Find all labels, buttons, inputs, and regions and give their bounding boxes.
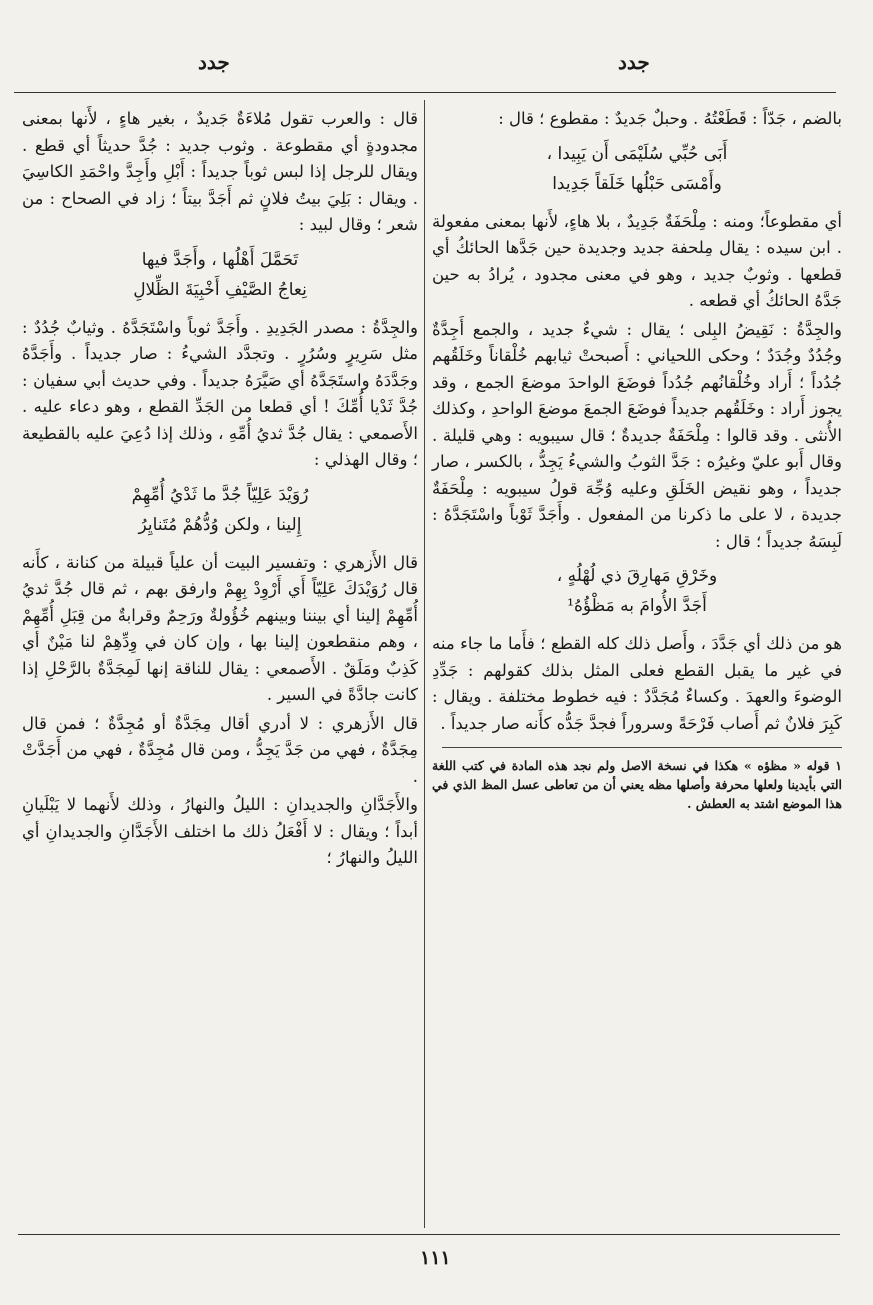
verse [432,561,842,621]
header-rule [14,92,836,93]
paragraph: والجِدَّةُ : نَقِيضُ البِلى ؛ يقال : شيءٌ جديد ، والجمع أَجِدَّةٌ وجُدُدٌ وجُدَدٌ ؛ وحكى اللحياني : أَصبحتْ ثيابهم خُلْقاناً وخَلَقُهم جُدُداً ؛ أَراد وخُلْقانُهم جُدُداً فوضَعَ الواحدَ موضعَ الجمع ، وقد يجوز أَراد : وخَلَقُهم جديداً فوضَعَ الجمعَ موضعَ الواحدِ ، وكذلك الأُنثى . وقد قالوا : مِلْحَفَةٌ جديدةٌ ؛ قال سيبويه : وهي قليلة . وقال أَبو عليّ وغيرُه : جَدَّ الثوبُ والشيءُ يَجِدُّ ، بالكسر ، صار جديداً ، وهو نقيض الخَلَقِ وعليه وُجِّهَ قولُ سيبويه : مِلْحَفَةٌ جديدة ، لا على ما ذكرنا من المفعول . وأَجَدَّ ثَوْباً واسْتَجَدَّهُ : لَبِسَهُ جديداً ؛ قال : [432,319,842,551]
footnote-rule [442,747,842,748]
paragraph: قال : والعرب تقول مُلاءَةٌ جَديدٌ ، بغير هاءٍ ، لأَنها بمعنى مجدودةٍ أي مقطوعة . وثوب جديد : جُدَّ حديثاً أي قطع . ويقال للرجل إذا لبس ثوباً جديداً : أَبْلِ وأَجِدَّ واحْمَدِ الكاسِيَ . ويقال : بَلِيَ بيتُ فلانٍ ثم أَجَدَّ بيتاً ؛ زاد في الصحاح : من شعر ؛ وقال لبيد : [22,109,418,234]
paragraph: أي مقطوعاً؛ ومنه : مِلْحَفَةٌ جَدِيدٌ ، بلا هاءٍ، لأَنها بمعنى مفعولة . ابن سيده : يقال مِلحفة جديد وجديدة حين جَدَّها الحائكُ أي قطعها . وثوبٌ جديد ، وهو في معنى مجدود ، يُرادُ به حين جَدَّهُ الحائكُ أي قطعه . [432,211,842,310]
verse-line: وخَرْقِ مَهارِقَ ذي لُهْلُهٍ ، [556,566,718,586]
running-header-right: جدد [618,50,650,74]
verse-line: تَحَمَّلَ أَهْلُها ، وأَجَدَّ فيها [141,249,299,270]
verse [432,139,842,199]
column-divider [424,100,425,1228]
paragraph: والأَجَدَّانِ والجديدانِ : الليلُ والنهارُ ، وذلك لأَنهما لا يَبْلَيانِ أبداً ؛ ويقال : لا أَفْعَلُ ذلك ما اختلف الأَجَدَّانِ والجديدانِ أي الليلُ والنهارُ ؛ [22,795,418,867]
verse [22,480,418,540]
page-number: ١١١ [420,1247,451,1269]
verse-line: إِلينا ، ولكن وُدُّهُمْ مُتَنايِرُ [138,514,302,535]
right-column [432,106,842,813]
verse-line: نِعاجُ الصَّيْفِ أَخْبِيَةَ الظِّلالِ [133,279,307,300]
verse-line: وأَمْسَى حَبْلُها خَلَقاً جَدِيدا [552,173,722,194]
running-header-left: جدد [198,50,230,74]
verse-line: أَجَدَّ الأُوامَ به مَظْؤُهُ¹ [567,596,707,616]
footnote: ١ قوله « مظؤه » هكذا في نسخة الاصل ولم نجد هذه المادة في كتب اللغة التي بأيدينا ولعلها محرفة وأصلها مظه يعني أن من تعاطى عسل المظ الذي في هذا الموضع اشتد به العطش . [432,758,842,811]
footer-rule [18,1234,840,1235]
paragraph: قال الأَزهري : وتفسير البيت أن علياً قبيلة من كنانة ، كأَنه قال رُوَيْدَكَ عَلِيّاً أَي أَرْوِدْ بِهِمْ وارفق بهم ، ثم قال جُدَّ ثديُ أُمِّهِمْ إلينا أي بيننا وبينهم خُؤُولةٌ ورَحِمٌ وقرابةٌ من قِبَلِ أُمِّهِمْ ، وهم منقطعون إلينا بها ، وإن كان في وِدِّهِمْ لنا مَيْنٌ أي كَذِبٌ ومَلَقٌ . الأَصمعي : يقال للناقة إنها لَمِجَدَّةٌ بالرَّحْلِ إذا كانت جادَّةً في السير . [22,552,418,704]
paragraph: بالضم ، جَدّاً : قَطَعْتُهُ . وحبلٌ جَديدٌ : مقطوع ؛ قال : [498,109,842,128]
paragraph: قال الأَزهري : لا أدري أقال مِجَدَّةٌ أو مُجِدَّةٌ ؛ فمن قال مِجَدَّةٌ ، فهي من جَدَّ يَجِدُّ ، ومن قال مُجِدَّةٌ ، فهي من أَجَدَّتْ . [22,713,418,786]
paragraph: والجِدَّةُ : مصدر الجَدِيدِ . وأَجَدَّ ثوباً واسْتَجَدَّهُ . وثيابٌ جُدُدٌ : مثل سَرِيرٍ وسُرُرٍ . وتجدَّد الشيءُ : صار جديداً . وأَجَدَّهُ وجَدَّدَهُ واستَجَدَّهُ أي صَيَّرَهُ جديداً . وفي حديث أبي سفيان : جُدَّ ثَدْيا أُمِّكَ ! أي قطعا من الجَدِّ القطع ، وهو دعاء عليه . الأَصمعي : يقال جُدَّ ثديُ أُمِّهِ ، وذلك إذا دُعِيَ عليه بالقطيعة ؛ وقال الهذلي : [22,317,418,469]
verse-line: أَبَى حُبِّي سُلَيْمَى أَن يَبِيدا ، [546,143,728,164]
verse-line: رُوَيْدَ عَلِيّاً جُدَّ ما ثَدْيُ أُمِّهِمْ [131,484,309,505]
left-column [22,106,418,874]
paragraph: هو من ذلك أي جَدَّدَ ، وأَصل ذلك كله القطع ؛ فأَما ما جاء منه في غير ما يقبل القطع فعلى المثل بذلك كقولهم : جَدِّدِ الوضوءَ والعهدَ . وكساءٌ مُجَدَّدٌ : فيه خطوط مختلفة . ويقال : كَبِرَ فلانٌ ثم أَصاب فَرْحَةً وسروراً فجدَّ جَدُّه كأَنه صار جديداً . [432,634,842,733]
verse [22,245,418,305]
